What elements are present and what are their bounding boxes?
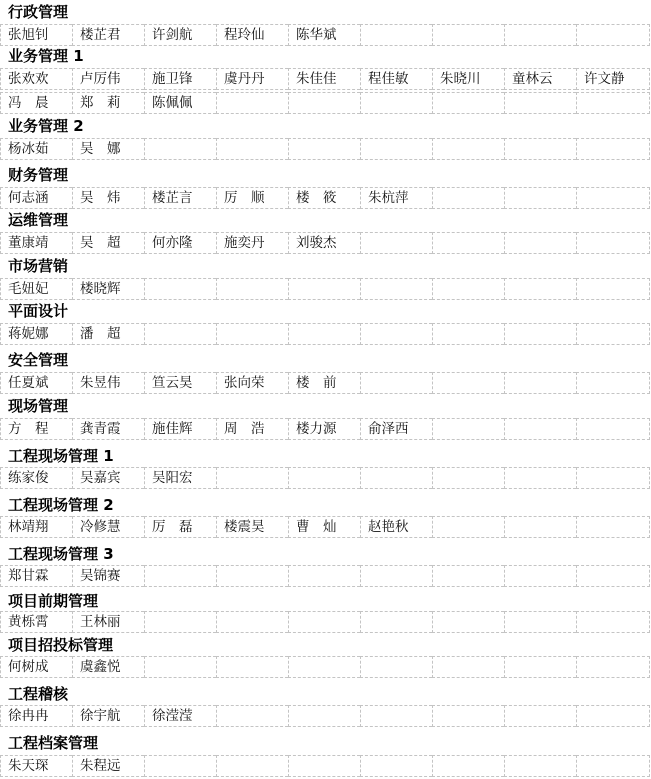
- staff-name-cell[interactable]: 何亦隆: [144, 232, 216, 254]
- department-title: 工程现场管理 3: [8, 545, 114, 563]
- staff-name-cell[interactable]: 朱天琛: [0, 755, 72, 777]
- empty-cell[interactable]: [504, 24, 576, 46]
- staff-name-cell[interactable]: 朱昱伟: [72, 372, 144, 394]
- department-title: 安全管理: [8, 351, 69, 369]
- staff-name-cell[interactable]: 张向荣: [216, 372, 288, 394]
- staff-name-cell[interactable]: 曹 灿: [288, 516, 360, 538]
- empty-cell[interactable]: [288, 705, 360, 727]
- department-title: 工程现场管理 1: [8, 447, 114, 465]
- empty-cell[interactable]: [576, 467, 650, 489]
- empty-cell[interactable]: [216, 755, 288, 777]
- empty-cell[interactable]: [216, 467, 288, 489]
- empty-cell[interactable]: [360, 467, 432, 489]
- empty-cell[interactable]: [432, 372, 504, 394]
- empty-cell[interactable]: [576, 323, 650, 345]
- staff-name-cell[interactable]: 郑 莉: [72, 92, 144, 114]
- staff-name-cell[interactable]: 林靖翔: [0, 516, 72, 538]
- empty-cell[interactable]: [432, 611, 504, 633]
- empty-cell[interactable]: [576, 611, 650, 633]
- empty-cell[interactable]: [576, 516, 650, 538]
- staff-name-cell[interactable]: 楼芷言: [144, 187, 216, 209]
- staff-name-cell[interactable]: 朱程远: [72, 755, 144, 777]
- empty-cell[interactable]: [216, 92, 288, 114]
- staff-name-cell[interactable]: 龚青霞: [72, 418, 144, 440]
- staff-name-cell[interactable]: 吴 炜: [72, 187, 144, 209]
- staff-name-cell[interactable]: 俞泽西: [360, 418, 432, 440]
- empty-cell[interactable]: [216, 705, 288, 727]
- empty-cell[interactable]: [216, 565, 288, 587]
- department-title: 项目招投标管理: [8, 636, 114, 654]
- staff-name-cell[interactable]: 徐宇航: [72, 705, 144, 727]
- staff-row: [0, 278, 650, 300]
- staff-name-cell[interactable]: 卢厉伟: [72, 68, 144, 90]
- staff-name-cell[interactable]: 吴 超: [72, 232, 144, 254]
- empty-cell[interactable]: [432, 755, 504, 777]
- empty-cell[interactable]: [144, 755, 216, 777]
- empty-cell[interactable]: [432, 418, 504, 440]
- staff-name-cell[interactable]: 黄栎霄: [0, 611, 72, 633]
- staff-row: [0, 232, 650, 254]
- staff-name-cell[interactable]: 潘 超: [72, 323, 144, 345]
- staff-row: [0, 187, 650, 209]
- empty-cell[interactable]: [360, 565, 432, 587]
- empty-cell[interactable]: [576, 418, 650, 440]
- empty-cell[interactable]: [504, 755, 576, 777]
- empty-cell[interactable]: [576, 278, 650, 300]
- staff-name-cell[interactable]: 徐滢滢: [144, 705, 216, 727]
- staff-name-cell[interactable]: 程玲仙: [216, 24, 288, 46]
- empty-cell[interactable]: [576, 565, 650, 587]
- department-title: 行政管理: [8, 3, 69, 21]
- staff-name-cell[interactable]: 方 程: [0, 418, 72, 440]
- empty-cell[interactable]: [504, 372, 576, 394]
- staff-name-cell[interactable]: 陈华斌: [288, 24, 360, 46]
- empty-cell[interactable]: [576, 705, 650, 727]
- staff-name-cell[interactable]: 楼晓辉: [72, 278, 144, 300]
- staff-name-cell[interactable]: 徐冉冉: [0, 705, 72, 727]
- staff-row: [0, 418, 650, 440]
- empty-cell[interactable]: [432, 323, 504, 345]
- empty-cell[interactable]: [360, 24, 432, 46]
- department-title: 财务管理: [8, 166, 69, 184]
- empty-cell[interactable]: [432, 278, 504, 300]
- staff-name-cell[interactable]: 张旭钊: [0, 24, 72, 46]
- empty-cell[interactable]: [576, 755, 650, 777]
- staff-name-cell[interactable]: 施奕丹: [216, 232, 288, 254]
- staff-name-cell[interactable]: 朱杭萍: [360, 187, 432, 209]
- staff-name-cell[interactable]: 楼芷君: [72, 24, 144, 46]
- empty-cell[interactable]: [216, 278, 288, 300]
- empty-cell[interactable]: [504, 187, 576, 209]
- staff-name-cell[interactable]: 厉 磊: [144, 516, 216, 538]
- staff-name-cell[interactable]: 朱佳佳: [288, 68, 360, 90]
- staff-row: [0, 323, 650, 345]
- empty-cell[interactable]: [504, 516, 576, 538]
- empty-cell[interactable]: [360, 278, 432, 300]
- staff-row: [0, 656, 650, 678]
- staff-name-cell[interactable]: 许文静: [576, 68, 650, 90]
- staff-name-cell[interactable]: 施卫锋: [144, 68, 216, 90]
- department-title: 工程档案管理: [8, 734, 99, 752]
- empty-cell[interactable]: [432, 656, 504, 678]
- empty-cell[interactable]: [504, 92, 576, 114]
- empty-cell[interactable]: [432, 92, 504, 114]
- empty-cell[interactable]: [144, 656, 216, 678]
- empty-cell[interactable]: [216, 323, 288, 345]
- staff-row: [0, 92, 650, 114]
- staff-name-cell[interactable]: 虞鑫悦: [72, 656, 144, 678]
- empty-cell[interactable]: [504, 138, 576, 160]
- staff-name-cell[interactable]: 童林云: [504, 68, 576, 90]
- empty-cell[interactable]: [432, 138, 504, 160]
- empty-cell[interactable]: [504, 278, 576, 300]
- empty-cell[interactable]: [504, 467, 576, 489]
- empty-cell[interactable]: [504, 323, 576, 345]
- staff-name-cell[interactable]: 吴锦赛: [72, 565, 144, 587]
- empty-cell[interactable]: [576, 656, 650, 678]
- empty-cell[interactable]: [360, 656, 432, 678]
- staff-name-cell[interactable]: 楼 前: [288, 372, 360, 394]
- empty-cell[interactable]: [432, 232, 504, 254]
- staff-name-cell[interactable]: 任夏斌: [0, 372, 72, 394]
- empty-cell[interactable]: [432, 705, 504, 727]
- department-title: 工程稽核: [8, 685, 69, 703]
- staff-row: [0, 565, 650, 587]
- staff-name-cell[interactable]: 周 浩: [216, 418, 288, 440]
- staff-row: [0, 516, 650, 538]
- empty-cell[interactable]: [360, 138, 432, 160]
- empty-cell[interactable]: [360, 705, 432, 727]
- department-title: 项目前期管理: [8, 592, 99, 610]
- empty-cell[interactable]: [576, 138, 650, 160]
- staff-name-cell[interactable]: 冯 晨: [0, 92, 72, 114]
- empty-cell[interactable]: [288, 755, 360, 777]
- empty-cell[interactable]: [216, 138, 288, 160]
- empty-cell[interactable]: [504, 232, 576, 254]
- staff-row: [0, 372, 650, 394]
- staff-name-cell[interactable]: 赵艳秋: [360, 516, 432, 538]
- empty-cell[interactable]: [288, 467, 360, 489]
- staff-name-cell[interactable]: 冷修慧: [72, 516, 144, 538]
- department-title: 市场营销: [8, 257, 69, 275]
- staff-name-cell[interactable]: 蒋妮娜: [0, 323, 72, 345]
- staff-name-cell[interactable]: 何树成: [0, 656, 72, 678]
- staff-row: [0, 68, 650, 90]
- staff-name-cell[interactable]: 刘骏杰: [288, 232, 360, 254]
- staff-name-cell[interactable]: 笪云昊: [144, 372, 216, 394]
- staff-name-cell[interactable]: 毛妞妃: [0, 278, 72, 300]
- staff-name-cell[interactable]: 杨冰茹: [0, 138, 72, 160]
- department-title: 工程现场管理 2: [8, 496, 114, 514]
- staff-name-cell[interactable]: 吴 娜: [72, 138, 144, 160]
- staff-name-cell[interactable]: 施佳辉: [144, 418, 216, 440]
- staff-name-cell[interactable]: 楼力源: [288, 418, 360, 440]
- staff-name-cell[interactable]: 厉 顺: [216, 187, 288, 209]
- empty-cell[interactable]: [504, 565, 576, 587]
- empty-cell[interactable]: [432, 565, 504, 587]
- staff-name-cell[interactable]: 练家俊: [0, 467, 72, 489]
- empty-cell[interactable]: [576, 372, 650, 394]
- empty-cell[interactable]: [288, 138, 360, 160]
- staff-name-cell[interactable]: 楼震昊: [216, 516, 288, 538]
- empty-cell[interactable]: [576, 232, 650, 254]
- empty-cell[interactable]: [144, 611, 216, 633]
- empty-cell[interactable]: [288, 565, 360, 587]
- empty-cell[interactable]: [432, 516, 504, 538]
- empty-cell[interactable]: [288, 323, 360, 345]
- department-title: 业务管理 2: [8, 117, 84, 135]
- empty-cell[interactable]: [360, 372, 432, 394]
- empty-cell[interactable]: [432, 187, 504, 209]
- empty-cell[interactable]: [504, 656, 576, 678]
- staff-name-cell[interactable]: 吴阳宏: [144, 467, 216, 489]
- empty-cell[interactable]: [144, 565, 216, 587]
- empty-cell[interactable]: [504, 611, 576, 633]
- staff-name-cell[interactable]: 虞丹丹: [216, 68, 288, 90]
- staff-name-cell[interactable]: 郑甘霖: [0, 565, 72, 587]
- empty-cell[interactable]: [288, 278, 360, 300]
- staff-name-cell[interactable]: 王林丽: [72, 611, 144, 633]
- empty-cell[interactable]: [216, 611, 288, 633]
- staff-row: [0, 611, 650, 633]
- empty-cell[interactable]: [432, 467, 504, 489]
- staff-name-cell[interactable]: 楼 筱: [288, 187, 360, 209]
- staff-name-cell[interactable]: 许剑航: [144, 24, 216, 46]
- empty-cell[interactable]: [360, 323, 432, 345]
- staff-name-cell[interactable]: 董康靖: [0, 232, 72, 254]
- empty-cell[interactable]: [216, 656, 288, 678]
- staff-name-cell[interactable]: 吴嘉宾: [72, 467, 144, 489]
- staff-name-cell[interactable]: 陈佩佩: [144, 92, 216, 114]
- staff-row: [0, 467, 650, 489]
- staff-name-cell[interactable]: 何志涵: [0, 187, 72, 209]
- empty-cell[interactable]: [432, 24, 504, 46]
- empty-cell[interactable]: [288, 611, 360, 633]
- empty-cell[interactable]: [144, 278, 216, 300]
- staff-row: [0, 755, 650, 777]
- empty-cell[interactable]: [360, 755, 432, 777]
- empty-cell[interactable]: [504, 705, 576, 727]
- staff-name-cell[interactable]: 程佳敏: [360, 68, 432, 90]
- empty-cell[interactable]: [504, 418, 576, 440]
- department-title: 业务管理 1: [8, 47, 84, 65]
- empty-cell[interactable]: [288, 656, 360, 678]
- department-title: 现场管理: [8, 397, 69, 415]
- empty-cell[interactable]: [360, 611, 432, 633]
- empty-cell[interactable]: [576, 24, 650, 46]
- empty-cell[interactable]: [360, 232, 432, 254]
- staff-row: [0, 24, 650, 46]
- empty-cell[interactable]: [288, 92, 360, 114]
- staff-name-cell[interactable]: 张欢欢: [0, 68, 72, 90]
- staff-row: [0, 138, 650, 160]
- staff-name-cell[interactable]: 朱晓川: [432, 68, 504, 90]
- empty-cell[interactable]: [576, 92, 650, 114]
- empty-cell[interactable]: [144, 138, 216, 160]
- empty-cell[interactable]: [144, 323, 216, 345]
- staff-row: [0, 705, 650, 727]
- department-title: 运维管理: [8, 211, 69, 229]
- department-title: 平面设计: [8, 302, 69, 320]
- empty-cell[interactable]: [576, 187, 650, 209]
- empty-cell[interactable]: [360, 92, 432, 114]
